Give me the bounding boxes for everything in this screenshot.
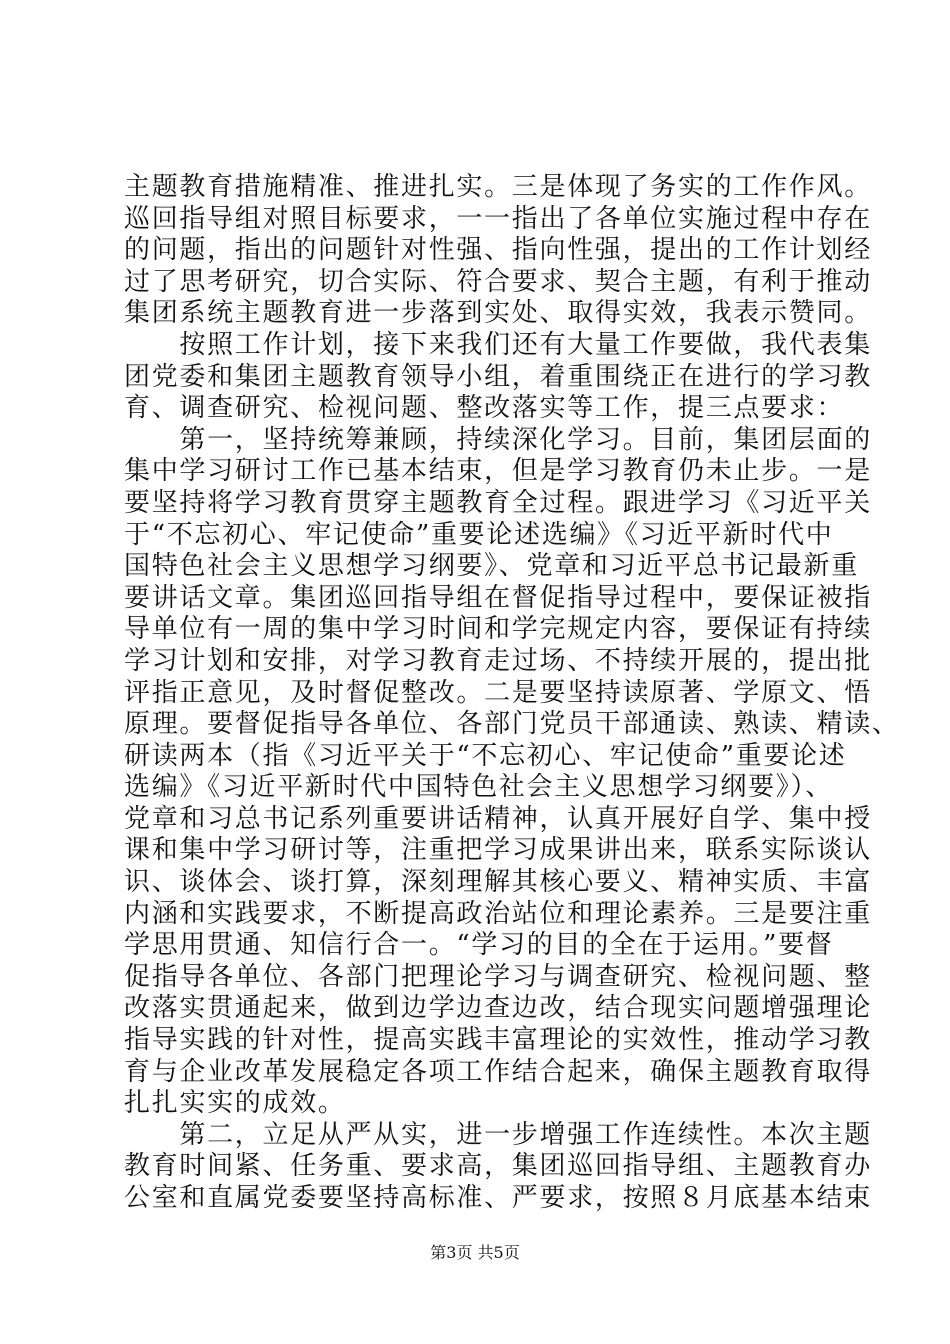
text-line: 扎扎实实的成效。	[124, 1088, 346, 1119]
body-text	[124, 172, 900, 1215]
text-line: 要坚持将学习教育贯穿主题教育全过程。跟进学习《习近平关	[124, 487, 872, 518]
text-line: 学习计划和安排，对学习教育走过场、不持续开展的，提出批	[124, 645, 872, 676]
text-line: 研读两本（指《习近平关于“不忘初心、牢记使命”重要论述	[124, 740, 847, 771]
text-line: 第二，立足从严从实，进一步增强工作连续性。本次主题	[124, 1119, 872, 1150]
text-line: 课和集中学习研讨等，注重把学习成果讲出来，联系实际谈认	[124, 835, 872, 866]
text-line: 过了思考研究，切合实际、符合要求、契合主题，有利于推动	[124, 266, 872, 297]
text-line: 识、谈体会、谈打算，深刻理解其核心要义、精神实质、丰富	[124, 867, 872, 898]
text-line: 评指正意见，及时督促整改。二是要坚持读原著、学原文、悟	[124, 677, 872, 708]
text-line: 集团系统主题教育进一步落到实处、取得实效，我表示赞同。	[124, 298, 872, 329]
text-line: 要讲话文章。集团巡回指导组在督促指导过程中，要保证被指	[124, 582, 872, 613]
text-line: 第一，坚持统筹兼顾，持续深化学习。目前，集团层面的	[124, 424, 872, 455]
text-line: 团党委和集团主题教育领导小组，着重围绕正在进行的学习教	[124, 361, 872, 392]
text-line: 党章和习总书记系列重要讲话精神，认真开展好自学、集中授	[124, 803, 872, 834]
text-line: 选编》《习近平新时代中国特色社会主义思想学习纲要》）、	[124, 772, 833, 803]
text-line: 的问题，指出的问题针对性强、指向性强，提出的工作计划经	[124, 235, 872, 266]
text-line: 教育时间紧、任务重、要求高，集团巡回指导组、主题教育办	[124, 1151, 872, 1182]
text-line: 公室和直属党委要坚持高标准、严要求，按照８月底基本结束	[124, 1183, 872, 1213]
text-line: 内涵和实践要求，不断提高政治站位和理论素养。三是要注重	[124, 898, 872, 929]
text-line: 育、调查研究、检视问题、整改落实等工作，提三点要求：	[124, 393, 845, 424]
text-line: 育与企业改革发展稳定各项工作结合起来，确保主题教育取得	[124, 1056, 872, 1087]
page-number: 第3页 共5页	[430, 1243, 520, 1262]
text-line: 按照工作计划，接下来我们还有大量工作要做，我代表集	[124, 329, 872, 360]
text-line: 国特色社会主义思想学习纲要》、党章和习近平总书记最新重	[124, 551, 859, 582]
text-line: 巡回指导组对照目标要求，一一指出了各单位实施过程中存在	[124, 203, 872, 234]
text-line: 导单位有一周的集中学习时间和学完规定内容，要保证有持续	[124, 614, 872, 645]
text-line: 集中学习研讨工作已基本结束，但是学习教育仍未止步。一是	[124, 456, 872, 487]
text-line: 指导实践的针对性，提高实践丰富理论的实效性，推动学习教	[124, 1025, 872, 1056]
text-line: 学思用贯通、知信行合一。“学习的目的全在于运用。”要督	[124, 930, 834, 961]
text-line: 促指导各单位、各部门把理论学习与调查研究、检视问题、整	[124, 961, 872, 992]
text-line: 主题教育措施精准、推进扎实。三是体现了务实的工作作风。	[124, 172, 872, 202]
text-line: 于“不忘初心、牢记使命”重要论述选编》《习近平新时代中	[124, 519, 834, 550]
text-line: 改落实贯通起来，做到边学边查边改，结合现实问题增强理论	[124, 993, 872, 1024]
text-line: 原理。要督促指导各单位、各部门党员干部通读、熟读、精读、	[124, 709, 900, 740]
